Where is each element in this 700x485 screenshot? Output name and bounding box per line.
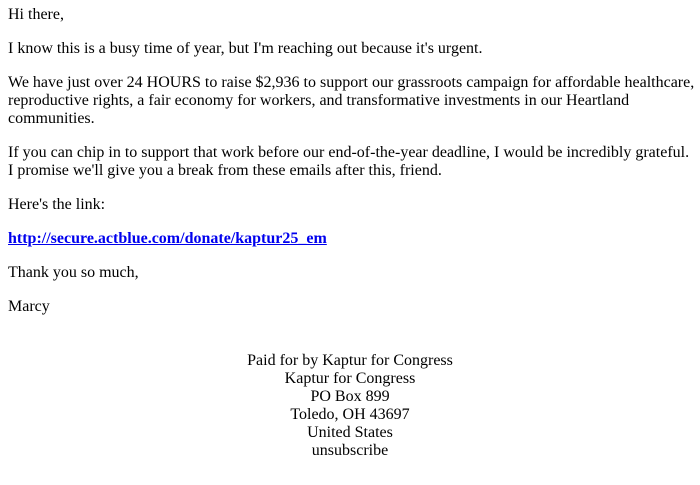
paragraph-urgent: I know this is a busy time of year, but I'm reaching out because it's urgent. [8, 40, 483, 57]
donate-link[interactable]: http://secure.actblue.com/donate/kaptur25_em [8, 230, 327, 247]
greeting: Hi there, [8, 6, 64, 23]
donate-link-container [8, 230, 696, 248]
paragraph-goal: We have just over 24 HOURS to raise $2,936 to support our grassroots campaign for affordable healthcare, reproductive rights, a fair economy for workers, and transformative investments in our Heartland communities. [8, 74, 695, 127]
signature: Marcy [8, 298, 50, 315]
footer-org-name: Kaptur for Congress [284, 370, 416, 387]
paragraph-ask: If you can chip in to support that work before our end-of-the-year deadline, I would be incredibly grateful. I promise we'll give you a break from these emails after this, friend. [8, 144, 690, 179]
footer-po-box: PO Box 899 [310, 388, 390, 405]
footer-city-state-zip: Toledo, OH 43697 [290, 406, 410, 423]
paid-for-disclaimer: Paid for by Kaptur for Congress [247, 352, 453, 369]
email-footer [0, 352, 700, 460]
footer-country: United States [307, 424, 393, 441]
email-message [8, 6, 696, 332]
closing-thanks: Thank you so much, [8, 264, 139, 281]
paragraph-link-intro: Here's the link: [8, 196, 106, 213]
unsubscribe-link[interactable]: unsubscribe [311, 442, 389, 459]
